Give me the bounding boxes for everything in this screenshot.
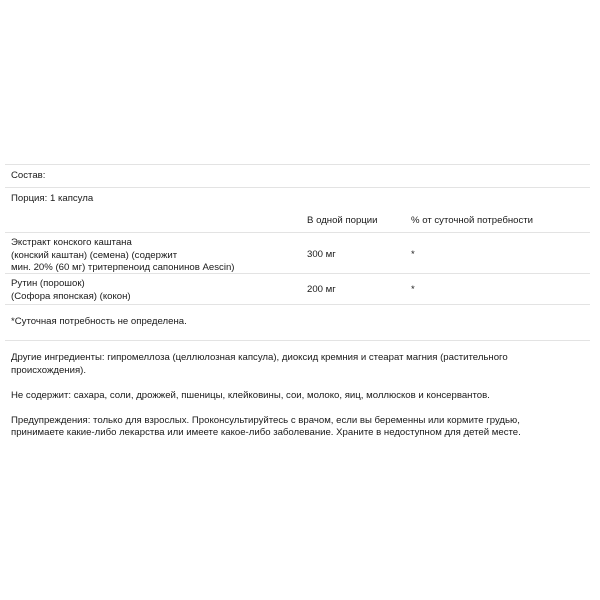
- warnings: [11, 415, 586, 440]
- ingredient-name-line: Экстракт конского каштана: [11, 237, 132, 248]
- table-header: [5, 210, 590, 232]
- ingredient-amount: 300 мг: [307, 249, 336, 260]
- serving-size: Порция: 1 капсула: [11, 192, 94, 204]
- ingredient-name-line: (Софора японская) (кокон): [11, 290, 131, 302]
- ingredient-name-line: (конский каштан) (семена) (содержит: [11, 249, 178, 261]
- free-from: Не содержит: сахара, соли, дрожжей, пшеницы, клейковины, сои, молоко, яиц, моллюсков и консервантов.: [11, 389, 490, 401]
- warnings-line: Предупреждения: только для взрослых. Проконсультируйтесь с врачом, если вы беременны или кормите грудью,: [11, 414, 520, 426]
- composition-label: Состав:: [11, 169, 46, 181]
- header-per-serving: В одной порции: [307, 214, 378, 226]
- other-ingredients-line: происхождения).: [11, 364, 87, 376]
- ingredient-name-line: мин. 20% (60 мг) тритерпеноид сапонинов Aescin): [11, 262, 235, 273]
- ingredient-daily-value: *: [411, 249, 415, 260]
- other-ingredients-line: Другие ингредиенты: гипромеллоза (целлюлозная капсула), диоксид кремния и стеарат магния (растительного: [11, 352, 508, 363]
- header-daily-value: % от суточной потребности: [411, 214, 533, 226]
- ingredient-daily-value: *: [411, 284, 415, 295]
- divider: [5, 340, 590, 341]
- ingredient-name: [5, 278, 307, 303]
- ingredient-name: [5, 237, 307, 275]
- product-notes: [11, 352, 586, 452]
- table-row: [5, 233, 590, 273]
- footnote: *Суточная потребность не определена.: [11, 316, 187, 328]
- warnings-line: принимаете какие-либо лекарства или имеете какое-либо заболевание. Храните в недоступном для детей месте.: [11, 427, 521, 438]
- other-ingredients: [11, 352, 586, 377]
- table-row: [5, 274, 590, 304]
- ingredient-name-line: Рутин (порошок): [11, 278, 85, 289]
- supplement-facts-table: [5, 164, 590, 341]
- ingredient-amount: 200 мг: [307, 284, 336, 295]
